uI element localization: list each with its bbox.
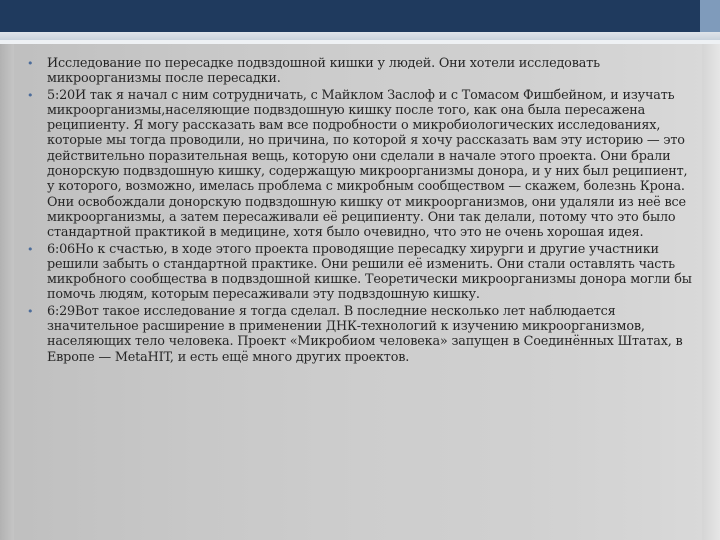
slide-left-edge [0, 44, 14, 540]
bullet-text-2: 5:20И так я начал с ним сотрудничать, с Майклом Заслоф и с Томасом Фишбейном, и изучать микроорганизмы,населяющие подвздошную кишку после того, как она была пересажена реципиенту. Я могу рассказать вам все подробности о микробиологических исследованиях, которые мы тогда проводили, но причина, по которой я хочу рассказать вам эту историю — это действительно поразительная вещь, которую они сделали в начале этого проекта. Они брали донорскую подвздошную кишку, содержащую микроорганизмы донора, и у них был реципиент, у которого, возможно, имелась проблема с микробным сообществом — скажем, болезнь Крона. Они освобождали донорскую подвздошную кишку от микроорганизмов, они удаляли из неё все микроорганизмы, а затем пересаживали её реципиенту. Они так делали, потому что это было стандартной практикой в медицине, хотя было очевидно, что это не очень хорошая идея. [47, 87, 688, 241]
header-bar [0, 0, 720, 32]
bullet-icon: • [27, 242, 34, 256]
header-stripe [0, 32, 720, 40]
bullet-item-3 [27, 242, 695, 303]
bullet-item-1 [27, 56, 695, 87]
bullet-icon: • [27, 88, 34, 102]
bullet-item-2 [27, 88, 695, 241]
slide-right-edge [702, 44, 720, 540]
bullet-icon: • [27, 304, 34, 318]
bullet-item-4 [27, 304, 695, 365]
slide-content-area [0, 44, 720, 540]
bullet-text-4: 6:29Вот такое исследование я тогда сделал. В последние несколько лет наблюдается значительное расширение в применении ДНК-технологий к изучению микроорганизмов, населяющих тело человека. Проект «Микробиом человека» запущен в Соединённых Штатах, в Европе — MetaHIT, и есть ещё много других проектов. [47, 303, 683, 365]
bullet-icon: • [27, 57, 34, 70]
bullet-text-3: 6:06Но к счастью, в ходе этого проекта проводящие пересадку хирурги и другие участники решили забыть о стандартной практике. Они решили её изменить. Они стали оставлять часть микробного сообщества в подвздошной кишке. Теоретически микроорганизмы донора могли бы помочь людям, которым пересаживали эту подвздошную кишку. [47, 241, 692, 303]
header-accent [700, 0, 720, 32]
bullet-list [27, 56, 695, 366]
bullet-text-1: Исследование по пересадке подвздошной кишки у людей. Они хотели исследовать микроорганизмы после пересадки. [47, 56, 600, 87]
